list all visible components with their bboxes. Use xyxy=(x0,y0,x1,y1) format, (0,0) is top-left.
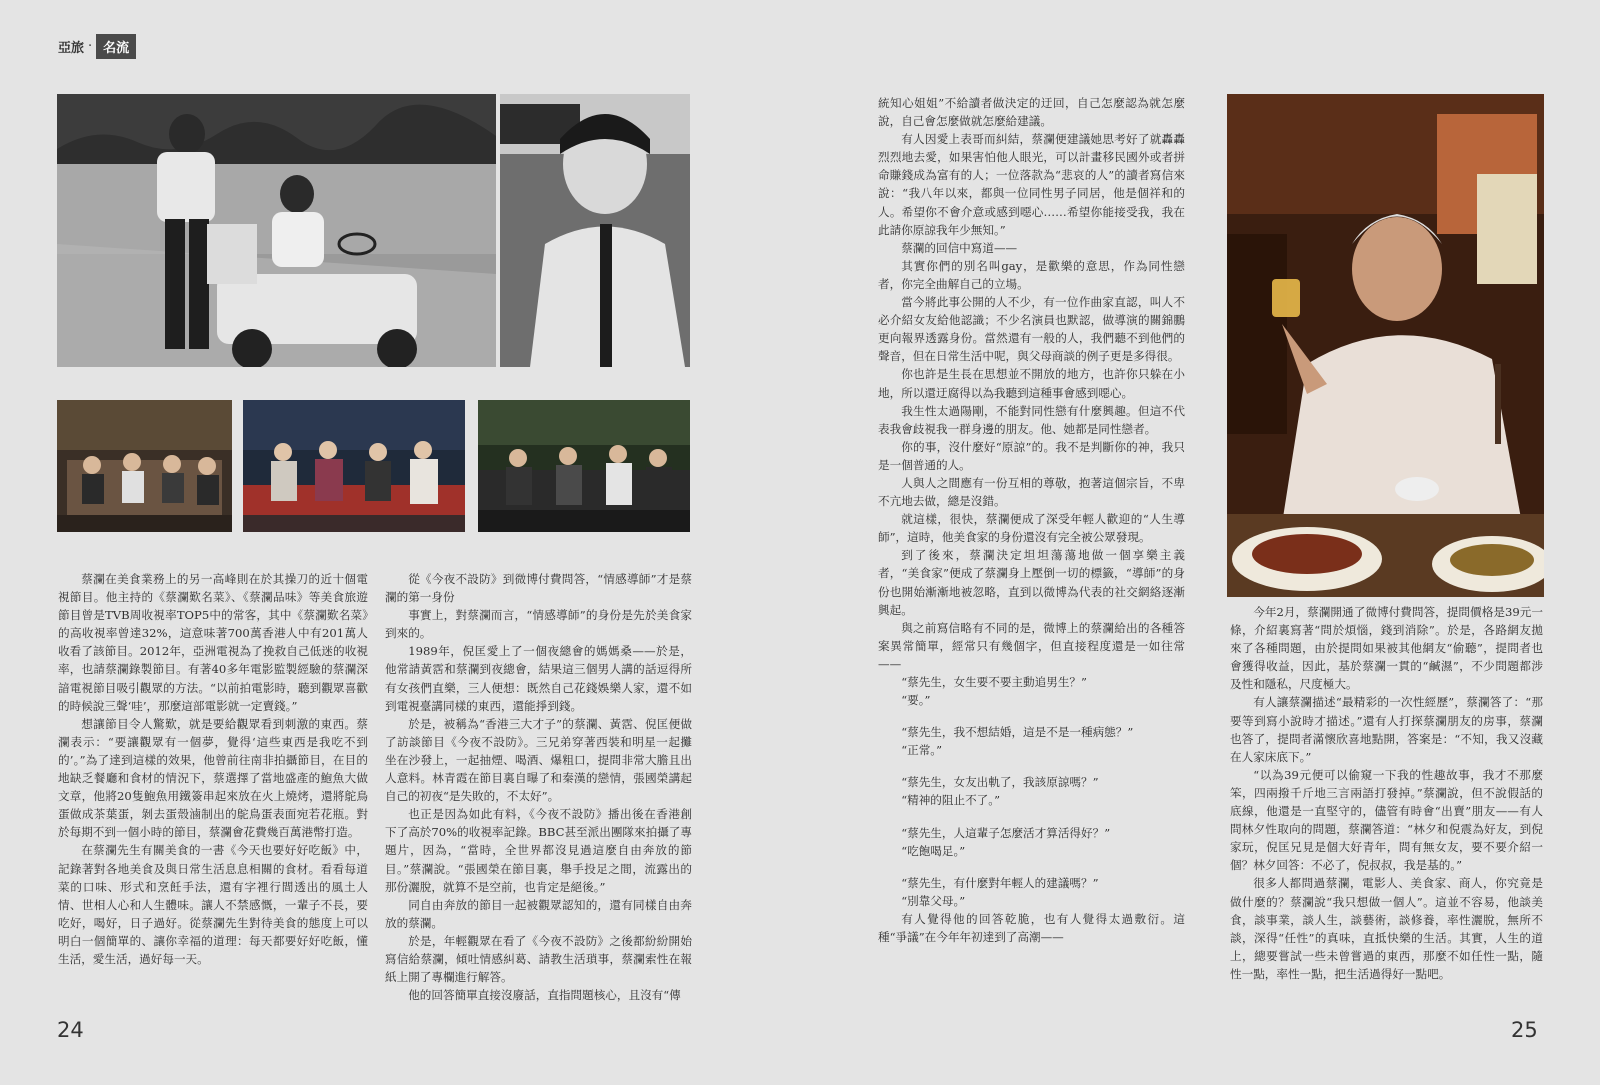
section-title: 亞旅 xyxy=(58,41,85,56)
section-header xyxy=(58,34,136,59)
article-paragraph: 很多人都問過蔡瀾，電影人、美食家、商人，你究竟是做什麼的？蔡瀾說“我只想做一個人”。這並不容易，他談美食，談事業，談人生，談藝術，談修養，率性灑脫，無所不談，深得“任性”的真味，直抵快樂的生活。其實，人生的道上，總要嘗試一些未曾嘗過的東西，那麼不如任性一點，隨性一點，率性一點，把生活過得好一點吧。 xyxy=(1230,876,1543,981)
right-page xyxy=(800,0,1600,1085)
left-text-column-2 xyxy=(385,570,692,1004)
article-paragraph: 就這樣，很快，蔡瀾便成了深受年輕人歡迎的“人生導師”，這時，他美食家的身份還沒有完全被公眾發現。 xyxy=(878,512,1185,545)
right-text-column-2 xyxy=(1230,603,1543,983)
qa-spacer xyxy=(878,810,1185,824)
article-paragraph: 有人讓蔡瀾描述“最精彩的一次性經歷”，蔡瀾答了：“那要等到寫小說時才描述。”還有人打探蔡瀾朋友的房事，蔡瀾也答了，提問者滿懷欣喜地點開，答案是：“不知，我又沒藏在人家床底下。” xyxy=(1230,695,1543,764)
article-paragraph: 統知心姐姐”不給讀者做決定的迂回，自己怎麼認為就怎麼說，自己會怎麼做就怎麼給建議。 xyxy=(878,96,1185,129)
article-paragraph: 有人覺得他的回答乾脆，也有人覺得太過敷衍。這種“爭議”在今年年初達到了高潮—— xyxy=(878,911,1185,945)
qa-line: “蔡先生，女友出軌了，我該原諒嗎？” xyxy=(901,775,1099,790)
article-paragraph: 其實你們的別名叫gay，是歡樂的意思，作為同性戀者，你完全曲解自己的立場。 xyxy=(878,258,1185,291)
article-paragraph: 到了後來，蔡瀾決定坦坦蕩蕩地做一個享樂主義者，“美食家”便成了蔡瀾身上壓倒一切的標籤，“導師”的身份也開始漸漸地被忽略，直到以微博為代表的社交網絡逐漸興起。 xyxy=(878,548,1185,617)
left-text-column-1 xyxy=(58,570,368,968)
qa-line: “正常。” xyxy=(901,743,943,758)
article-paragraph: 也正是因為如此有料，《今夜不設防》播出後在香港創下了高於70%的收視率記錄。BBC甚至派出團隊來拍攝了專題片，因為，“當時，全世界都沒見過這麼自由奔放的節目。”蔡瀾說。“張國榮在節目裏，舉手投足之間，流露出的那份灑脫，就算不是空前，也肯定是絕後。” xyxy=(385,807,692,894)
photo-talk-show-3 xyxy=(478,400,690,532)
article-paragraph: “以為39元便可以偷窺一下我的性趣故事，我才不那麼笨，四兩撥千斤地三言兩語打發掉。”蔡瀾說，但不說假話的底線，他還是一直堅守的，儘管有時會“出賣”朋友——有人問林夕性取向的問題，蔡瀾答道：“林夕和倪震為好友，到倪家玩，倪匡兄見是個大好青年，問有無女友，要不要介紹一個？林夕回答：不必了，倪叔叔，我是基的。” xyxy=(1230,767,1543,873)
article-paragraph: 我生性太過陽剛，不能對同性戀有什麼興趣。但這不代表我會歧視我一群身邊的朋友。他、她都是同性戀者。 xyxy=(878,403,1185,436)
qa-line: “蔡先生，我不想結婚，這是不是一種病態？” xyxy=(901,725,1134,740)
right-text-column-1 xyxy=(878,94,1185,946)
qa-line: “精神的阻止不了。” xyxy=(901,793,1000,808)
qa-spacer xyxy=(878,709,1185,723)
photo-talk-show-2 xyxy=(243,400,465,532)
photo-golf-cart xyxy=(57,94,496,367)
article-paragraph: 在蔡瀾先生有關美食的一書《今天也要好好吃飯》中，記錄著對各地美食及與日常生活息息相關的食材。看看每道菜的口味、形式和烹飪手法，還有字裡行間透出的風土人情、世相人心和人生體味。讓人不禁感慨，一輩子不長，要吃好，喝好，日子過好。從蔡瀾先生對待美食的態度上可以明白一個簡單的、讓你幸福的道理：每天都要好好吃飯，懂生活，愛生活，過好每一天。 xyxy=(58,843,368,966)
article-paragraph: 你也許是生長在思想並不開放的地方，也許你只躲在小地，所以還迂腐得以為我聽到這種事會感到噁心。 xyxy=(878,367,1185,400)
qa-line: “吃飽喝足。” xyxy=(901,843,966,858)
section-separator: · xyxy=(88,39,93,54)
qa-line: “蔡先生，女生要不要主動追男生？” xyxy=(901,675,1087,689)
page-number-left: 24 xyxy=(57,1018,84,1042)
qa-spacer xyxy=(878,759,1185,773)
article-paragraph: 與之前寫信略有不同的是，微博上的蔡瀾給出的各種答案異常簡單，經常只有幾個字，但直接程度還是一如往常—— xyxy=(878,620,1185,671)
photo-young-portrait xyxy=(500,94,690,367)
photo-talk-show-1 xyxy=(57,400,232,532)
qa-line: “蔡先生，有什麼對年輕人的建議嗎？” xyxy=(901,875,1099,890)
qa-line: “別靠父母。” xyxy=(901,893,966,908)
photo-toasting-portrait xyxy=(1227,94,1544,597)
qa-line: “蔡先生，人這輩子怎麼活才算活得好？” xyxy=(901,825,1111,840)
qa-line: “要。” xyxy=(901,693,931,708)
article-paragraph: 1989年，倪匡愛上了一個夜總會的媽媽桑——於是，他常請黃霑和蔡瀾到夜總會，結果這三個男人講的話逗得所有女孩們直樂，三人便想：既然自己花錢娛樂人家，還不如到電視臺講同樣的東西，還能掙到錢。 xyxy=(385,644,692,713)
page-number-right: 25 xyxy=(1511,1018,1538,1042)
article-paragraph: 有人因愛上表哥而糾結，蔡瀾便建議她思考好了就轟轟烈烈地去愛，如果害怕他人眼光，可以計畫移民國外或者拼命賺錢成為富有的人；一位落款為“悲哀的人”的讀者寫信來說：“我八年以來，都與一位同性男子同居，他是個祥和的人。希望你不會介意或感到噁心……希望你能接受我，我在此請你原諒我年少無知。” xyxy=(878,132,1185,237)
article-paragraph: 蔡瀾在美食業務上的另一高峰則在於其操刀的近十個電視節目。他主持的《蔡瀾歎名菜》、《蔡瀾品味》等美食旅遊節目曾是TVB周收視率TOP5中的常客，其中《蔡瀾歎名菜》的高收視率曾達32%，這意味著700萬香港人中有201萬人收看了該節目。2012年，亞洲電視為了挽救自己低迷的收視率，也請蔡瀾錄製節目。有著40多年電影監製經驗的蔡瀾深諳電視節目吸引觀眾的方法。“以前拍電影時，聽到觀眾喜歡的時候說三聲‘哇’，那麼這部電影就一定賣錢。” xyxy=(58,572,368,713)
article-paragraph: 從《今夜不設防》到微博付費問答，“情感導師”才是蔡瀾的第一身份 xyxy=(385,572,692,605)
article-paragraph: 想讓節目令人驚歎，就是要給觀眾看到刺激的東西。蔡瀾表示：“要讓觀眾有一個夢，覺得‘這些東西是我吃不到的’。”為了達到這樣的效果，他曾前往南非拍攝節目，在目的地缺乏餐廳和食材的情況下，蔡選擇了當地盛產的鮑魚大做文章，他將20隻鮑魚用鐵簽串起來放在火上燒烤，還將鴕鳥蛋做成茶葉蛋，剝去蛋殼滷制出的鴕鳥蛋表面宛若花瓶。對於每期不到一個小時的節目，蔡瀾會花費幾百萬港幣打造。 xyxy=(58,716,368,840)
article-paragraph: 於是，被稱為“香港三大才子”的蔡瀾、黃霑、倪匡便做了訪談節目《今夜不設防》。三兄弟穿著西裝和明星一起攤坐在沙發上，一起抽煙、喝酒、爆粗口，提問非常大膽且出人意料。林青霞在節目裏自曝了和秦漢的戀情，張國榮講起自己的初夜“是失敗的，不太好”。 xyxy=(385,716,692,804)
article-paragraph: 於是，年輕觀眾在看了《今夜不設防》之後都紛紛開始寫信給蔡瀾，傾吐情感糾葛、請教生活瑣事，蔡瀾索性在報紙上開了專欄進行解答。 xyxy=(385,933,692,985)
article-paragraph: 你的事，沒什麼好“原諒”的。我不是判斷你的神，我只是一個普通的人。 xyxy=(878,439,1185,472)
article-paragraph: 他的回答簡單直接沒廢話，直指問題核心，且沒有“傳 xyxy=(408,988,681,1003)
article-paragraph: 事實上，對蔡瀾而言，“情感導師”的身份是先於美食家到來的。 xyxy=(385,608,692,641)
article-paragraph: 同自由奔放的節目一起被觀眾認知的，還有同樣自由奔放的蔡瀾。 xyxy=(385,897,692,930)
section-subtitle: 名流 xyxy=(96,34,136,59)
article-paragraph: 人與人之間應有一份互相的尊敬，抱著這個宗旨，不卑不亢地去做，總是沒錯。 xyxy=(878,475,1185,509)
qa-spacer xyxy=(878,860,1185,874)
article-paragraph: 當今將此事公開的人不少，有一位作曲家直認，叫人不必介紹女友給他認識；不少名演員也默認，做導演的關錦鵬更向報界透露身份。當然還有一般的人，我們聽不到他們的聲音，但在日常生活中呢，與父母商談的例子更是多得很。 xyxy=(878,295,1185,364)
article-paragraph: 今年2月，蔡瀾開通了微博付費問答，提問價格是39元一條，介紹裏寫著“問於煩惱，錢到消除”。於是，各路網友拋來了各種問題，由於提問如果被其他網友“偷聽”，提問者也會獲得收益，因此，基於蔡瀾一貫的“鹹濕”，不少問題都涉及性和隱私，尺度極大。 xyxy=(1230,605,1543,692)
article-paragraph: 蔡瀾的回信中寫道—— xyxy=(901,240,1018,255)
